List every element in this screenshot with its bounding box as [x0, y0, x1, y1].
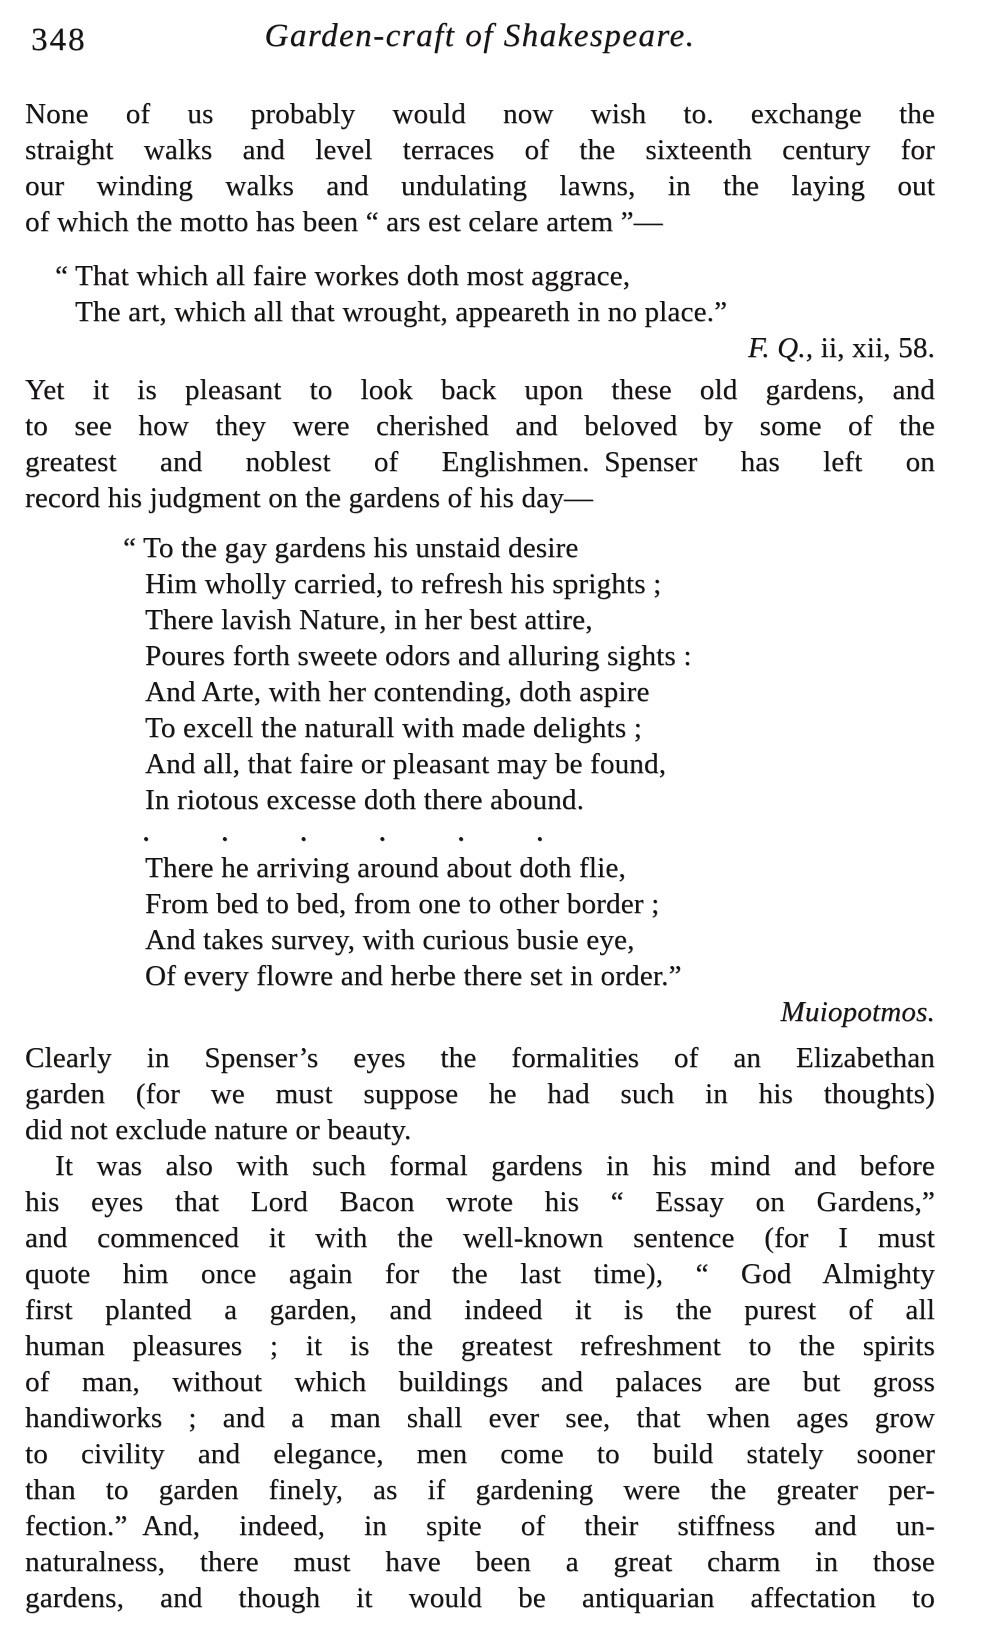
paragraph-old-gardens [25, 372, 935, 516]
verse-line: There he arriving around about doth flie, [145, 852, 626, 884]
text-line: greatest and noblest of Englishmen. Spenser has left on [25, 446, 935, 478]
verse-line: Him wholly carried, to refresh his sprights ; [145, 568, 662, 600]
text-line: fection.” And, indeed, in spite of their stiffness and un- [25, 1510, 935, 1542]
omission-dot: . [143, 821, 150, 847]
paragraph-bacon [25, 1148, 935, 1616]
text-line: record his judgment on the gardens of his day— [25, 482, 594, 514]
omission-dot: . [458, 821, 465, 847]
page-header [25, 12, 935, 66]
verse-line: Of every flowre and herbe there set in order.” [145, 960, 682, 992]
running-title: Garden-craft of Shakespeare. [264, 18, 696, 54]
paragraph-intro [25, 96, 935, 240]
text-line: his eyes that Lord Bacon wrote his “ Essay on Gardens,” [25, 1186, 935, 1218]
text-line: first planted a garden, and indeed it is the purest of all [25, 1294, 935, 1326]
text-line: quote him once again for the last time), “ God Almighty [25, 1258, 935, 1290]
verse-line: And Arte, with her contending, doth aspire [145, 676, 650, 708]
text-line: to civility and elegance, men come to build stately sooner [25, 1438, 935, 1470]
text-line: to see how they were cherished and beloved by some of the [25, 410, 935, 442]
verse-line: In riotous excesse doth there abound. [145, 784, 585, 816]
verse-line: To excell the naturall with made delights ; [145, 712, 643, 744]
omission-dot: . [221, 821, 228, 847]
omission-dot: . [379, 821, 386, 847]
verse-line: “ That which all faire workes doth most aggrace, [55, 260, 631, 292]
text-line: and commenced it with the well-known sentence (for I must [25, 1222, 935, 1254]
verse-line: From bed to bed, from one to other border ; [145, 888, 660, 920]
text-line: of man, without which buildings and palaces are but gross [25, 1366, 935, 1398]
verse-line: There lavish Nature, in her best attire, [145, 604, 593, 636]
attribution-locator: ii, xii, 58. [813, 332, 935, 364]
verse-line: “ To the gay gardens his unstaid desire [123, 532, 579, 564]
text-line: naturalness, there must have been a great charm in those [25, 1546, 935, 1578]
omission-dot: . [536, 821, 543, 847]
text-line: our winding walks and undulating lawns, in the laying out [25, 170, 935, 202]
poem-stanza-2 [25, 850, 935, 994]
omission-dot: . [300, 821, 307, 847]
quote-attribution-faerie-queene [25, 330, 935, 366]
attribution-source: F. Q., [748, 332, 814, 364]
text-line: did not exclude nature or beauty. [25, 1114, 412, 1146]
text-line: gardens, and though it would be antiquarian affectation to [25, 1582, 935, 1614]
verse-quote-faerie-queene [25, 258, 935, 330]
page-number: 348 [31, 22, 87, 58]
verse-line: The art, which all that wrought, appeareth in no place.” [75, 296, 728, 328]
text-line: handiworks ; and a man shall ever see, that when ages grow [25, 1402, 935, 1434]
verse-omission-dots [143, 818, 543, 850]
poem-attribution-muiopotmos: Muiopotmos. [780, 996, 935, 1028]
text-line: Clearly in Spenser’s eyes the formalities of an Elizabethan [25, 1042, 935, 1074]
text-line: human pleasures ; it is the greatest refreshment to the spirits [25, 1330, 935, 1362]
verse-line: And takes survey, with curious busie eye, [145, 924, 635, 956]
paragraph-spenser [25, 1040, 935, 1148]
text-line: straight walks and level terraces of the sixteenth century for [25, 134, 935, 166]
text-line: It was also with such formal gardens in his mind and before [55, 1150, 935, 1182]
text-line: Yet it is pleasant to look back upon these old gardens, and [25, 374, 935, 406]
verse-line: Poures forth sweete odors and alluring sights : [145, 640, 692, 672]
verse-line: And all, that faire or pleasant may be found, [145, 748, 667, 780]
poem-stanza-1 [25, 530, 935, 818]
text-line: None of us probably would now wish to. exchange the [25, 98, 935, 130]
text-line: of which the motto has been “ ars est celare artem ”— [25, 206, 663, 238]
text-line: garden (for we must suppose he had such in his thoughts) [25, 1078, 935, 1110]
text-line: than to garden finely, as if gardening were the greater per- [25, 1474, 935, 1506]
